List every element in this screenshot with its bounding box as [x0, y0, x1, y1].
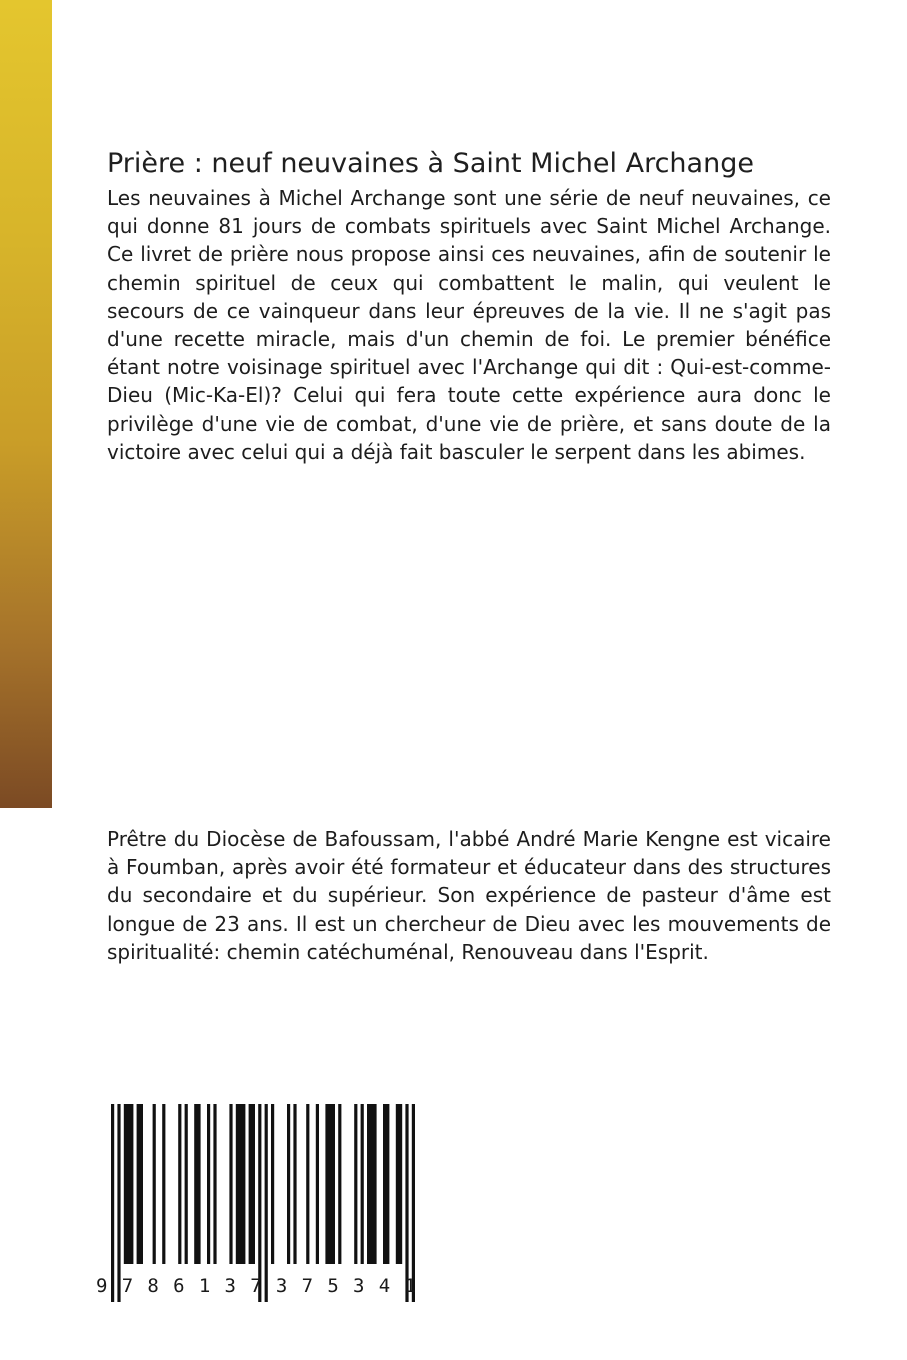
- barcode-bar: [249, 1104, 255, 1264]
- barcode-bar: [325, 1104, 335, 1264]
- barcode-bar: [293, 1104, 296, 1264]
- barcode-bar: [316, 1104, 319, 1264]
- barcode-bar: [178, 1104, 181, 1264]
- barcode-bar: [383, 1104, 389, 1264]
- isbn-digit: 6: [173, 1275, 185, 1297]
- isbn-digit: 9: [96, 1275, 108, 1297]
- barcode-bar: [137, 1104, 143, 1264]
- book-description: Les neuvaines à Michel Archange sont une série de neuf neuvaines, ce qui donne 81 jours de combats spirituels avec Saint Michel Archange. Ce livret de prière nous propose ainsi ces neuvaines, afin de soutenir le chemin spirituel de ceux qui combattent le malin, qui veulent le secours de ce vainqueur dans leur épreuves de la vie. Il ne s'agit pas d'une recette miracle, mais d'un chemin de foi. Le premier bénéfice étant notre voisinage spirituel avec l'Archange qui dit : Qui-est-comme-Dieu (Mic-Ka-El)? Celui qui fera toute cette expérience aura donc le privilège d'une vie de combat, d'une vie de prière, et sans doute de la victoire avec celui qui a déjà fait basculer le serpent dans les abimes.: [107, 186, 831, 464]
- isbn-digit: 1: [404, 1275, 416, 1297]
- isbn-digit: 3: [224, 1275, 236, 1297]
- barcode-bar: [162, 1104, 165, 1264]
- barcode-bar: [153, 1104, 156, 1264]
- barcode-bar: [185, 1104, 188, 1264]
- isbn-digit: 5: [327, 1275, 339, 1297]
- barcode-bar: [229, 1104, 232, 1264]
- cover-side-bar: [0, 0, 52, 808]
- isbn-digit: 4: [378, 1275, 391, 1297]
- isbn-number: [96, 1271, 416, 1301]
- barcode-bar: [124, 1104, 134, 1264]
- barcode-bar: [338, 1104, 341, 1264]
- barcode-bar: [396, 1104, 402, 1264]
- barcode-bar: [306, 1104, 309, 1264]
- isbn-digit: 7: [301, 1275, 314, 1297]
- barcode-bar: [194, 1104, 200, 1264]
- barcode-bar: [207, 1104, 210, 1264]
- author-bio: Prêtre du Diocèse de Bafoussam, l'abbé André Marie Kengne est vicaire à Foumban, après avoir été formateur et éducateur dans des structures du secondaire et du supérieur. Son expérience de pasteur d'âme est longue de 23 ans. Il est un chercheur de Dieu avec les mouvements de spiritualité: chemin catéchuménal, Renouveau dans l'Esprit.: [107, 827, 831, 964]
- barcode-bar: [236, 1104, 246, 1264]
- barcode-bar: [354, 1104, 357, 1264]
- isbn-digit: 8: [147, 1275, 159, 1297]
- barcode-bar: [361, 1104, 364, 1264]
- isbn-digit: 1: [198, 1275, 211, 1297]
- barcode-bar: [271, 1104, 274, 1264]
- isbn-digit: 3: [275, 1275, 288, 1297]
- isbn-digit: 3: [353, 1275, 365, 1297]
- isbn-digit: 7: [250, 1275, 262, 1297]
- barcode-bar: [367, 1104, 377, 1264]
- barcode-bar: [287, 1104, 290, 1264]
- isbn-digit: 7: [121, 1275, 134, 1297]
- barcode-bar: [213, 1104, 216, 1264]
- book-title: Prière : neuf neuvaines à Saint Michel Archange: [107, 148, 754, 179]
